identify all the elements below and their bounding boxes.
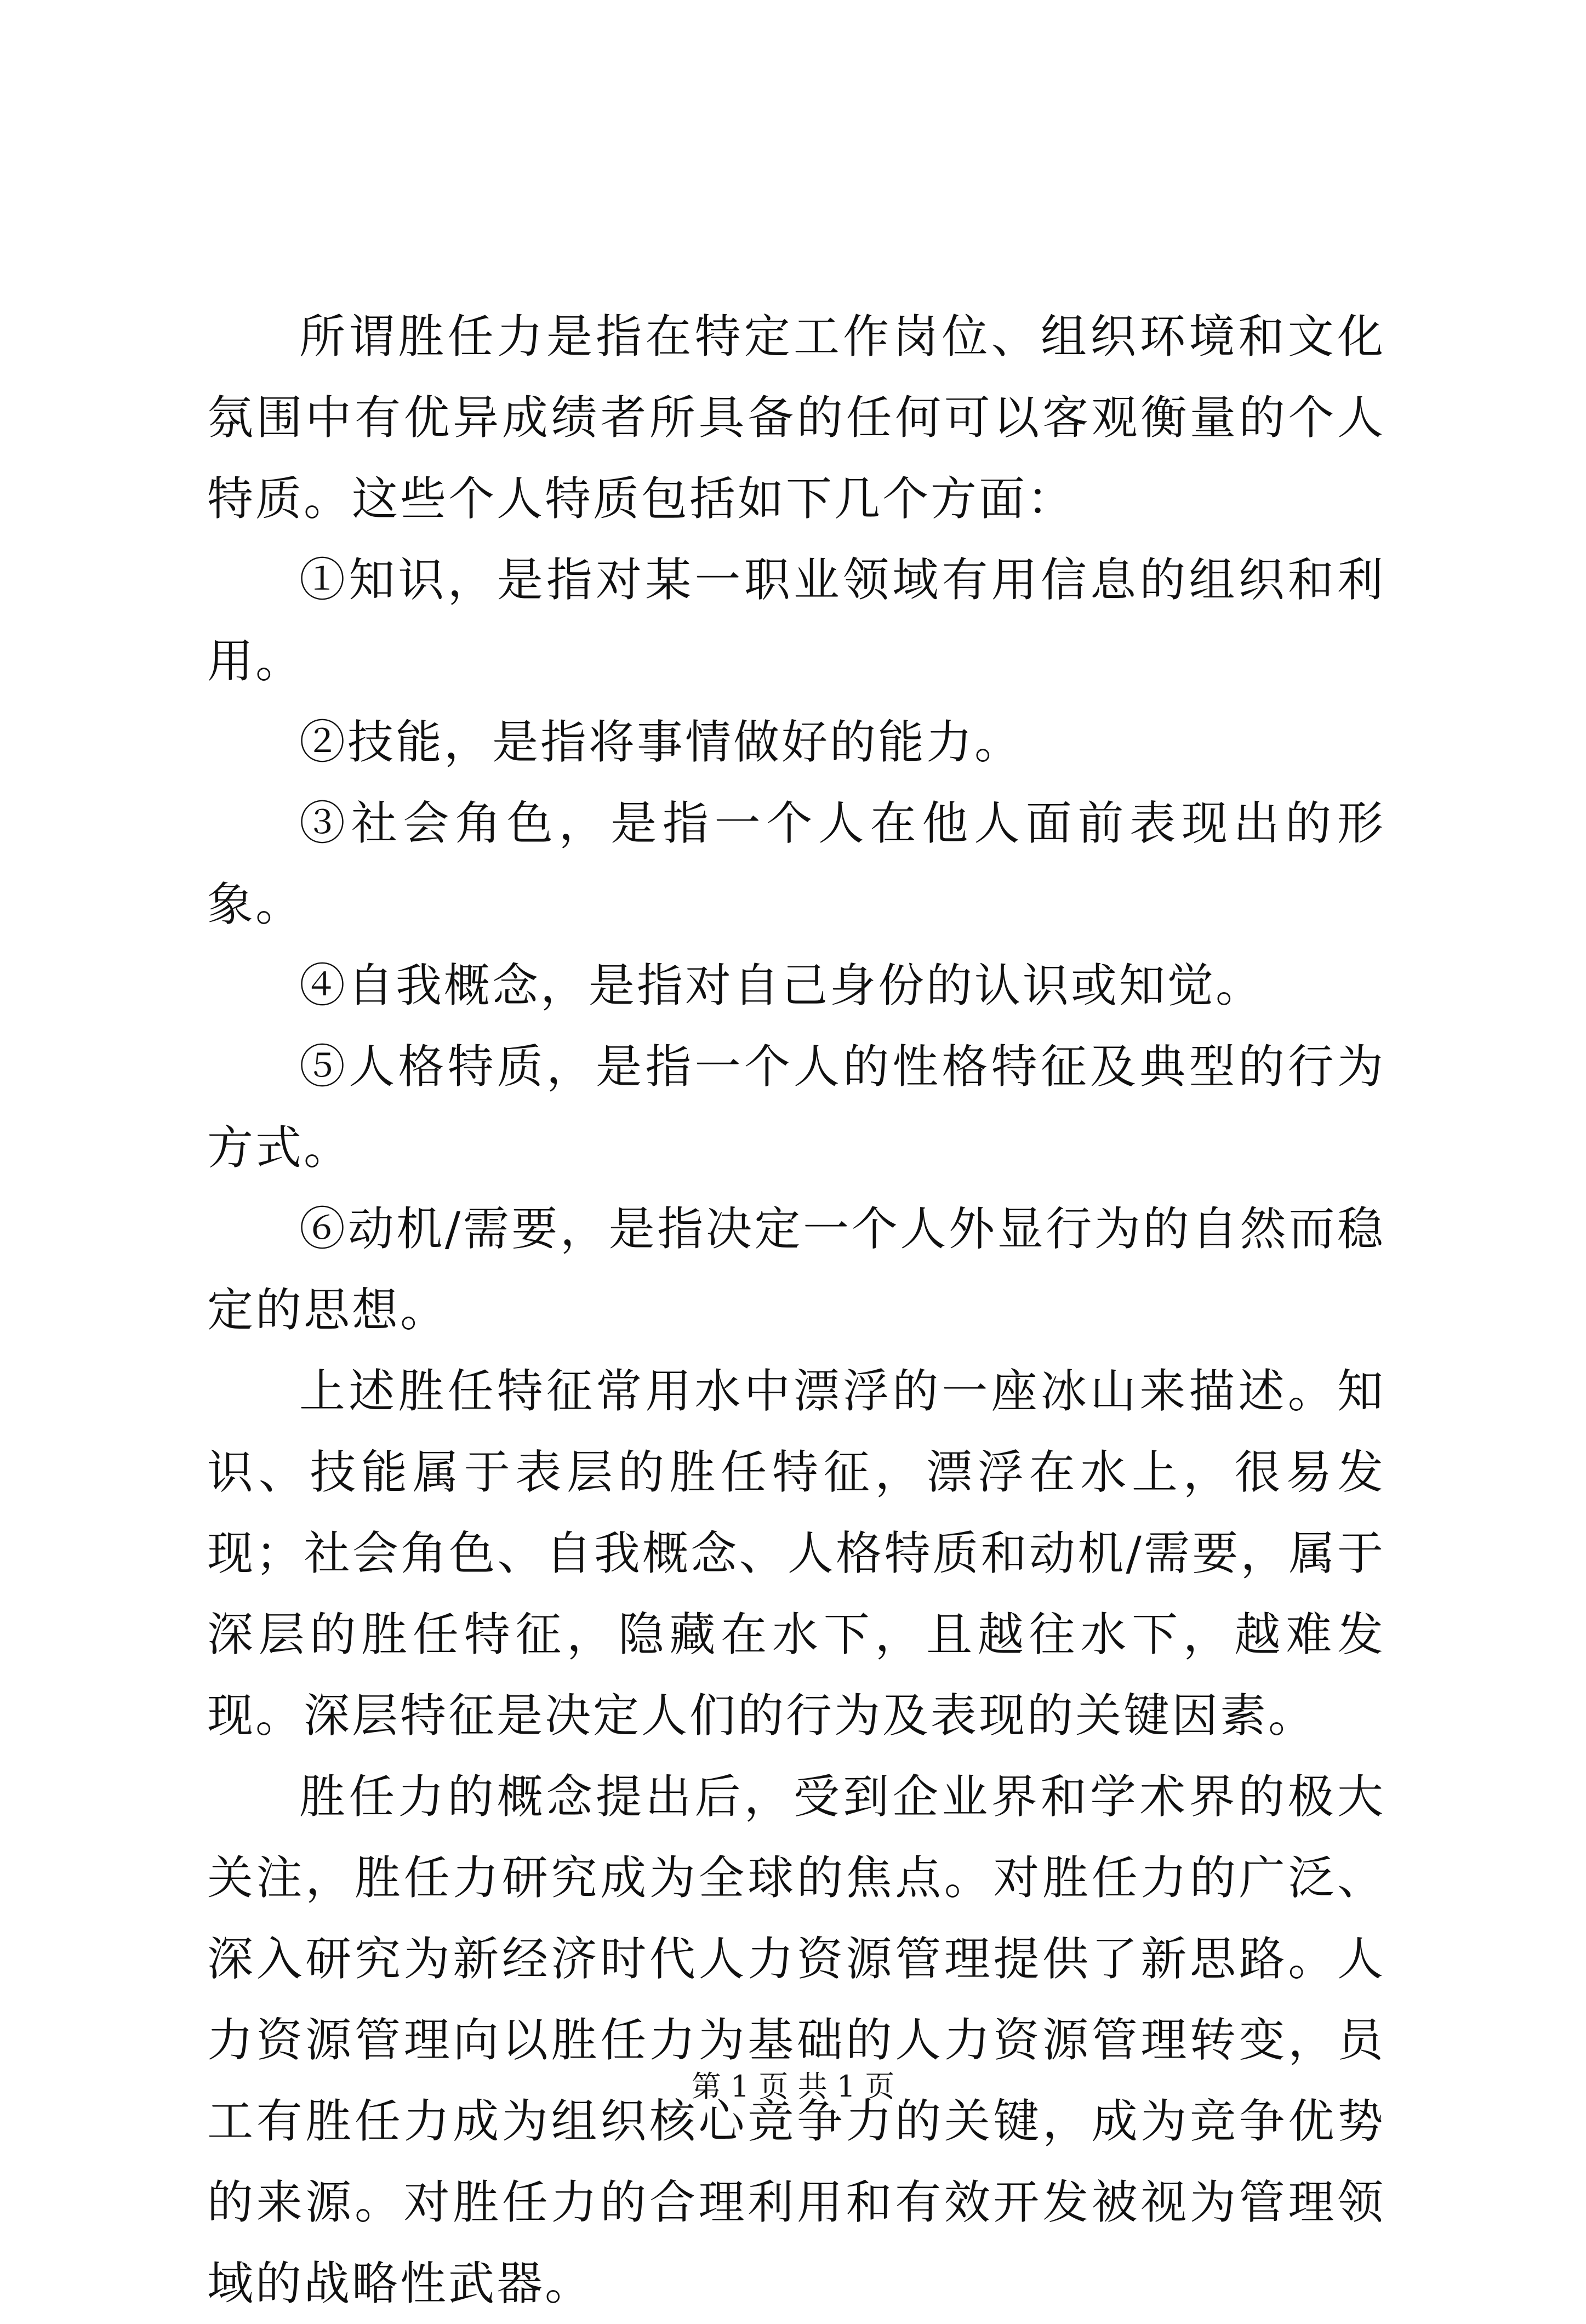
paragraph-competency-research: 胜任力的概念提出后，受到企业界和学术界的极大关注，胜任力研究成为全球的焦点。对胜任力的广泛、深入研究为新经济时代人力资源管理提供了新思路。人力资源管理向以胜任力为基础的人力资源管理转变，员工有胜任力成为组织核心竞争力的关键，成为竞争优势的来源。对胜任力的合理利用和有效开发被视为管理领域的战略性武器。 [207, 1770, 1385, 2310]
list-item-self-concept: ④自我概念，是指对自己身份的认识或知觉。 [299, 959, 1264, 1012]
list-item-motivation-needs: ⑥动机/需要，是指决定一个人外显行为的自然而稳定的思想。 [207, 1202, 1385, 1337]
list-item-social-role: ③社会角色，是指一个人在他人面前表现出的形象。 [207, 796, 1385, 931]
paragraph-definition: 所谓胜任力是指在特定工作岗位、组织环境和文化氛围中有优异成绩者所具备的任何可以客观衡量的个人特质。这些个人特质包括如下几个方面： [207, 310, 1385, 526]
list-item-knowledge: ①知识，是指对某一职业领域有用信息的组织和利用。 [207, 553, 1385, 688]
list-item-skills: ②技能，是指将事情做好的能力。 [299, 715, 1023, 769]
list-item-personality-traits: ⑤人格特质，是指一个人的性格特征及典型的行为方式。 [207, 1040, 1385, 1175]
page-footer: 第 1 页 共 1 页 [691, 2069, 895, 2104]
paragraph-iceberg-model: 上述胜任特征常用水中漂浮的一座冰山来描述。知识、技能属于表层的胜任特征，漂浮在水上，很易发现；社会角色、自我概念、人格特质和动机/需要，属于深层的胜任特征，隐藏在水下，且越往水下，越难发现。深层特征是决定人们的行为及表现的关键因素。 [207, 1364, 1385, 1742]
document-body [207, 296, 1385, 2324]
